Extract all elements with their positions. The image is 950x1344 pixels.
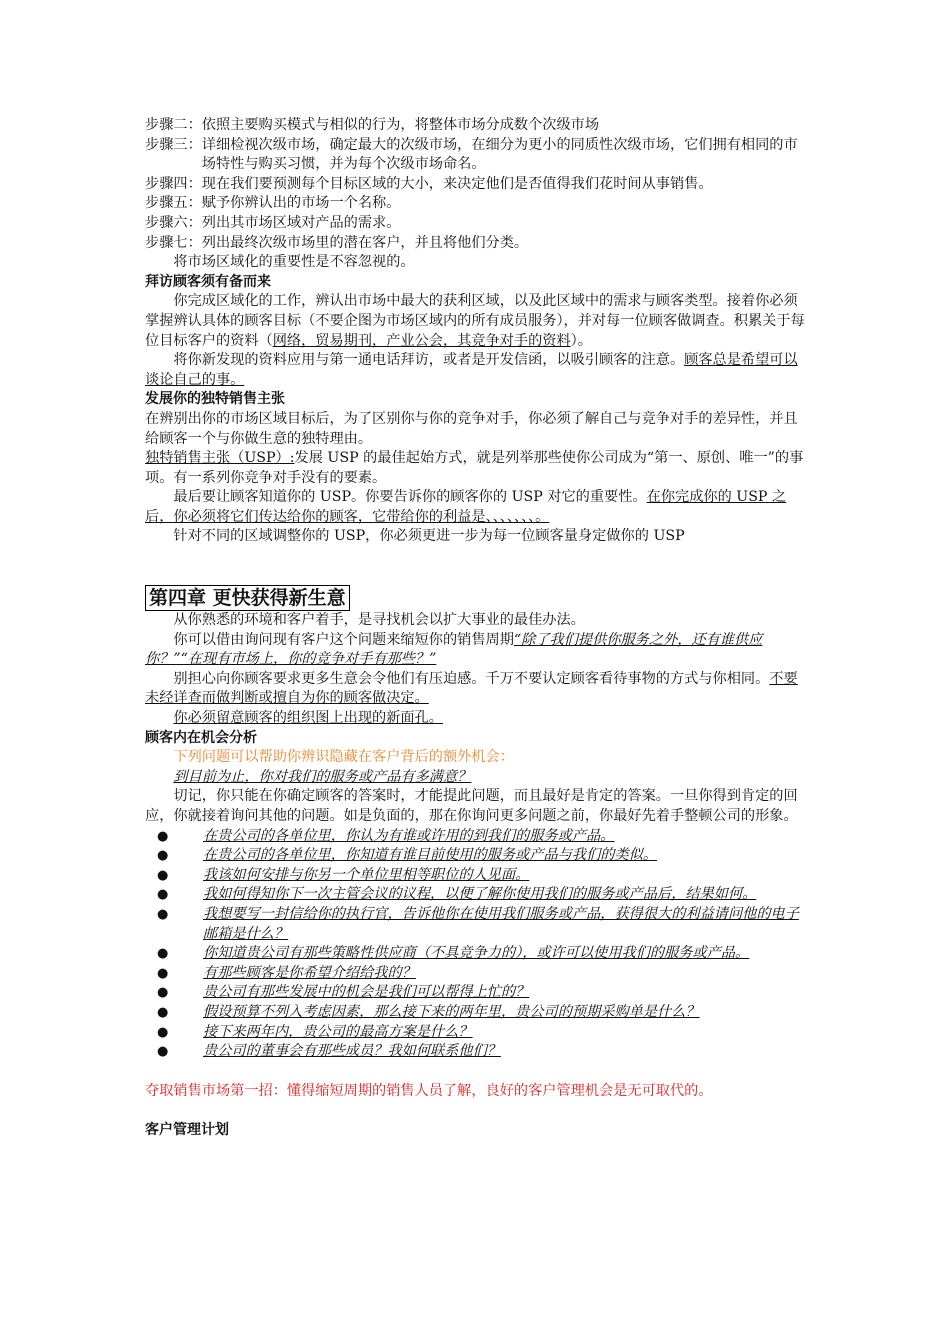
steps-list [145, 116, 810, 253]
list-item [145, 1003, 810, 1023]
underlined-text: 顾客总是希望可以谈论自己的事。 [145, 352, 798, 388]
paragraph [145, 670, 810, 709]
list-item-text: 贵公司的董事会有那些成员？我如何联系他们？ [203, 1043, 501, 1060]
step-label: 步骤五： [145, 195, 202, 212]
bullet-icon: ● [157, 1004, 169, 1020]
text-run: 发展 USP 的最佳起始方式，就是列举那些使你公司成为“第一、原创、唯一”的事项。有一系列你竞争对手没有的要素。 [145, 450, 804, 486]
list-item [145, 964, 810, 984]
chapter-title: 第四章 更快获得新生意 [145, 585, 350, 611]
paragraph [145, 631, 810, 670]
list-item-text: 接下来两年内，贵公司的最高方案是什么？ [203, 1023, 473, 1040]
paragraph [145, 488, 810, 527]
paragraph: 从你熟悉的环境和客户着手，是寻找机会以扩大事业的最佳办法。 [173, 612, 585, 629]
step-label: 步骤七： [145, 234, 202, 251]
bullet-icon: ● [157, 985, 169, 1001]
paragraph [145, 768, 810, 788]
step-item [145, 234, 810, 254]
spacer [145, 1062, 810, 1082]
bullet-icon: ● [157, 848, 169, 864]
bullet-icon: ● [157, 965, 169, 981]
paragraph [145, 709, 810, 729]
section-heading-usp: 发展你的独特销售主张 [145, 391, 285, 408]
paragraph: 切记，你只能在你确定顾客的答案时，才能提此问题，而且最好是肯定的答案。一旦你得到肯定的回应，你就接着询问其他的问题。如是负面的，那在你询问更多问题之前，你最好先着手整顿公司的形象。 [145, 788, 798, 824]
text-run: 别担心向你顾客要求更多生意会令他们有压迫感。千万不要认定顾客看待事物的方式与你相同。 [173, 670, 770, 687]
list-item-text: 假设预算不列入考虑因素，那么接下来的两年里，贵公司的预期采购单是什么？ [203, 1003, 700, 1020]
section-heading-plan: 客户管理计划 [145, 1122, 229, 1139]
list-item-text: 你知道贵公司有那些策略性供应商（不具竞争力的），或许可以使用我们的服务或产品。 [203, 945, 750, 962]
section-heading-analysis: 顾客内在机会分析 [145, 729, 257, 746]
red-tip: 夺取销售市场第一招：懂得缩短周期的销售人员了解，良好的客户管理机会是无可取代的。 [145, 1082, 713, 1099]
list-item-text: 在贵公司的各单位里，你知道有谁目前使用的服务或产品与我们的类似。 [203, 847, 658, 864]
paragraph [145, 292, 810, 351]
step-item [145, 214, 810, 234]
step-text: 赋予你辨认出的市场一个名称。 [201, 195, 401, 212]
list-item [145, 905, 810, 944]
list-item [145, 827, 810, 847]
text-run: ）。 [570, 332, 592, 349]
underlined-text: 不要未经详查而做判断或擅自为你的顾客做决定。 [145, 670, 798, 707]
bullet-icon: ● [157, 1044, 169, 1060]
list-item-text: 有那些顾客是你希望介绍给我的？ [203, 964, 416, 981]
text-run: 你可以借由询问现有客户这个问题来缩短你的销售周期 [173, 631, 514, 648]
bullet-icon: ● [157, 906, 169, 922]
bullet-icon: ● [157, 867, 169, 883]
step-text: 列出最终次级市场里的潜在客户，并且将他们分类。 [201, 234, 529, 251]
list-item [145, 983, 810, 1003]
paragraph: 针对不同的区域调整你的 USP，你必须更进一步为每一位顾客量身定做你的 USP [173, 528, 685, 545]
paragraph: 在辨别出你的市场区域目标后，为了区别你与你的竞争对手，你必须了解自己与竞争对手的差异性，并且给顾客一个与你做生意的独特理由。 [145, 410, 798, 447]
step-label: 步骤二： [145, 117, 202, 133]
paragraph [145, 449, 810, 488]
step-label: 步骤三： [145, 136, 202, 153]
list-item [145, 846, 810, 866]
list-item-text: 我如何得知你下一次主管会议的议程，以便了解你使用我们的服务或产品后，结果如何。 [203, 886, 757, 903]
bullet-icon: ● [157, 1024, 169, 1040]
step-item [145, 136, 810, 175]
list-item-text: 我该如何安排与你另一个单位里相等职位的人见面。 [203, 866, 530, 883]
step-text: 详细检视次级市场，确定最大的次级市场，在细分为更小的同质性次级市场，它们拥有相同的市场特性与购买习惯，并为每个次级市场命名。 [201, 136, 798, 173]
underlined-text: 网络，贸易期刊，产业公会，其竞争对手的资料 [272, 332, 571, 349]
paragraph [145, 351, 810, 390]
step-item [145, 116, 810, 136]
bullet-icon: ● [157, 887, 169, 903]
underlined-text: 你必须留意顾客的组织图上出现的新面孔。 [173, 710, 443, 727]
text-run: 你完成区域化的工作，辨认出市场中最大的获利区域，以及此区域中的需求与顾客类型。接着你必须掌握辨认具体的顾客目标（不要企图为市场区域内的所有成员服务），并对每一位顾客做调查。积累关于每位目标客户的资料（ [145, 293, 805, 349]
orange-note: 下列问题可以帮助你辨识隐藏在客户背后的额外机会： [173, 749, 514, 766]
list-item [145, 885, 810, 905]
underlined-text: 在你完成你的 USP 之后，你必须将它们传达给你的顾客，它带给你的利益是、、、、、、、。 [145, 489, 787, 525]
list-item-text: 我想要写一封信给你的执行官，告诉他你在使用我们服务或产品，获得很大的利益请问他的电子邮箱是什么？ [203, 905, 799, 942]
spacer [145, 1101, 810, 1121]
list-item [145, 866, 810, 886]
step-label: 步骤六： [145, 214, 202, 231]
text-run: 将你新发现的资料应用与第一通电话拜访，或者是开发信函，以吸引顾客的注意。 [173, 352, 685, 369]
underlined-text: 独特销售主张（USP）: [145, 450, 295, 467]
step-text: 依照主要购买模式与相似的行为，将整体市场分成数个次级市场 [201, 117, 600, 133]
list-item [145, 1042, 810, 1062]
list-item-text: 在贵公司的各单位里，你认为有谁或许用的到我们的服务或产品。 [203, 827, 615, 844]
step-item [145, 175, 810, 195]
step-text: 列出其市场区域对产品的需求。 [201, 214, 401, 231]
list-item-text: 贵公司有那些发展中的机会是我们可以帮得上忙的？ [203, 984, 530, 1001]
text-run: 最后要让顾客知道你的 USP。你要告诉你的顾客你的 USP 对它的重要性。 [173, 489, 647, 506]
section-heading-visit: 拜访顾客须有备而来 [145, 273, 271, 290]
step-item [145, 194, 810, 214]
step-text: 现在我们要预测每个目标区域的大小，来决定他们是否值得我们花时间从事销售。 [201, 175, 713, 192]
document-body [145, 116, 810, 1141]
list-item [145, 1023, 810, 1043]
question-list [145, 827, 810, 1062]
segmentation-closing: 将市场区域化的重要性是不容忽视的。 [173, 254, 415, 271]
bullet-icon: ● [157, 946, 169, 962]
list-item [145, 944, 810, 964]
bullet-icon: ● [157, 828, 169, 844]
step-label: 步骤四： [145, 175, 202, 192]
italic-underlined-quote: “除了我们提供你服务之外，还有谁供应你？”“在现有市场上，你的竞争对手有那些？” [145, 631, 763, 668]
italic-underlined-question: 到目前为止，你对我们的服务或产品有多满意？ [173, 768, 472, 785]
